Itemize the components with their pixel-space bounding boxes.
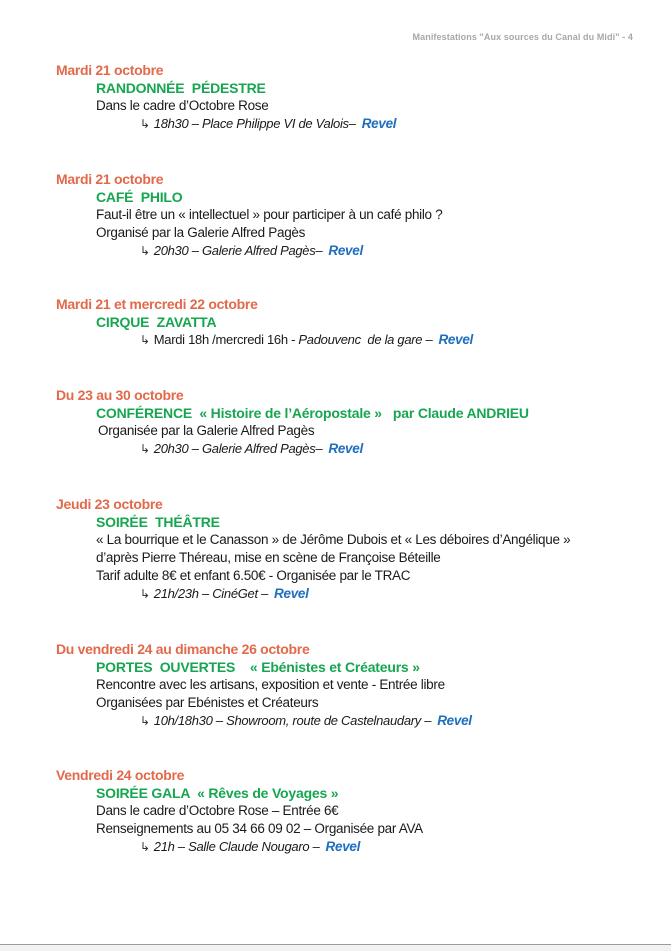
event-location-detail: 21h – Salle Claude Nougaro – bbox=[153, 839, 320, 854]
event-description: Rencontre avec les artisans, exposition et vente - Entrée libre bbox=[96, 677, 445, 692]
event-date: Du 23 au 30 octobre bbox=[56, 387, 184, 403]
event-location bbox=[140, 712, 646, 730]
hand-pointer-icon: ↳ bbox=[140, 587, 150, 601]
event-town: Revel bbox=[274, 586, 309, 601]
event-location-detail: 20h30 – Galerie Alfred Pagès– bbox=[153, 243, 323, 258]
event-location bbox=[140, 242, 646, 260]
event-description: d’après Pierre Théreau, mise en scène de Françoise Béteille bbox=[96, 550, 441, 565]
event-title: CAFÉ PHILO bbox=[96, 189, 183, 205]
event-block bbox=[56, 766, 646, 856]
event-date: Jeudi 23 octobre bbox=[56, 496, 163, 512]
event-date: Du vendredi 24 au dimanche 26 octobre bbox=[56, 641, 310, 657]
event-block bbox=[56, 640, 646, 730]
event-date: Mardi 21 octobre bbox=[56, 62, 164, 78]
event-title: SOIRÉE THÉÂTRE bbox=[96, 514, 220, 530]
event-block bbox=[56, 170, 646, 260]
event-title: SOIRÉE GALA « Rêves de Voyages » bbox=[96, 785, 339, 801]
event-description: Renseignements au 05 34 66 09 02 – Organisée par AVA bbox=[96, 821, 423, 836]
event-town: Revel bbox=[325, 839, 361, 854]
event-location-detail: 18h30 – Place Philippe VI de Valois– bbox=[153, 116, 356, 131]
event-title: PORTES OUVERTES « Ebénistes et Créateurs » bbox=[96, 659, 420, 675]
event-description: Organisée par la Galerie Alfred Pagès bbox=[98, 423, 315, 438]
event-location bbox=[140, 440, 646, 458]
event-town: Revel bbox=[328, 243, 363, 258]
event-location bbox=[140, 838, 646, 856]
event-location-detail: 21h/23h – CinéGet – bbox=[153, 586, 269, 601]
event-block bbox=[56, 295, 646, 349]
event-town: Revel bbox=[438, 332, 473, 347]
hand-pointer-icon: ↳ bbox=[140, 333, 150, 347]
page-header: Manifestations "Aux sources du Canal du Midi" - 4 bbox=[412, 32, 633, 42]
hand-pointer-icon: ↳ bbox=[140, 442, 150, 456]
event-description: Faut-il être un « intellectuel » pour participer à un café philo ? bbox=[96, 207, 443, 222]
event-town: Revel bbox=[328, 441, 363, 456]
event-title: CONFÉRENCE « Histoire de l’Aéropostale » par Claude ANDRIEU bbox=[96, 405, 529, 421]
event-description: Organisé par la Galerie Alfred Pagès bbox=[96, 225, 306, 240]
event-location bbox=[140, 331, 646, 349]
event-block bbox=[56, 61, 646, 133]
event-town: Revel bbox=[437, 713, 472, 728]
event-location-detail: Padouvenc de la gare – bbox=[298, 332, 433, 347]
event-location-time: Mardi 18h /mercredi 16h - bbox=[153, 332, 299, 347]
hand-pointer-icon: ↳ bbox=[140, 244, 150, 258]
event-description: Dans le cadre d’Octobre Rose bbox=[96, 98, 269, 113]
event-title: RANDONNÉE PÉDESTRE bbox=[96, 80, 266, 96]
event-block bbox=[56, 386, 646, 458]
page-bottom-border bbox=[0, 944, 671, 951]
hand-pointer-icon: ↳ bbox=[140, 714, 150, 728]
event-date: Vendredi 24 octobre bbox=[56, 767, 185, 783]
event-town: Revel bbox=[361, 116, 397, 131]
event-date: Mardi 21 octobre bbox=[56, 171, 164, 187]
event-description: « La bourrique et le Canasson » de Jérôme Dubois et « Les déboires d’Angélique » bbox=[96, 532, 571, 547]
event-location bbox=[140, 115, 646, 133]
event-description: Dans le cadre d’Octobre Rose – Entrée 6€ bbox=[96, 803, 339, 818]
event-description: Tarif adulte 8€ et enfant 6.50€ - Organisée par le TRAC bbox=[96, 568, 411, 583]
event-location-detail: 20h30 – Galerie Alfred Pagès– bbox=[153, 441, 323, 456]
hand-pointer-icon: ↳ bbox=[140, 117, 150, 131]
event-location-detail: 10h/18h30 – Showroom, route de Castelnaudary – bbox=[153, 713, 432, 728]
event-location bbox=[140, 585, 646, 603]
hand-pointer-icon: ↳ bbox=[140, 840, 150, 854]
event-title: CIRQUE ZAVATTA bbox=[96, 314, 217, 330]
event-description: Organisées par Ebénistes et Créateurs bbox=[96, 695, 319, 710]
event-date: Mardi 21 et mercredi 22 octobre bbox=[56, 296, 258, 312]
event-block bbox=[56, 495, 646, 603]
